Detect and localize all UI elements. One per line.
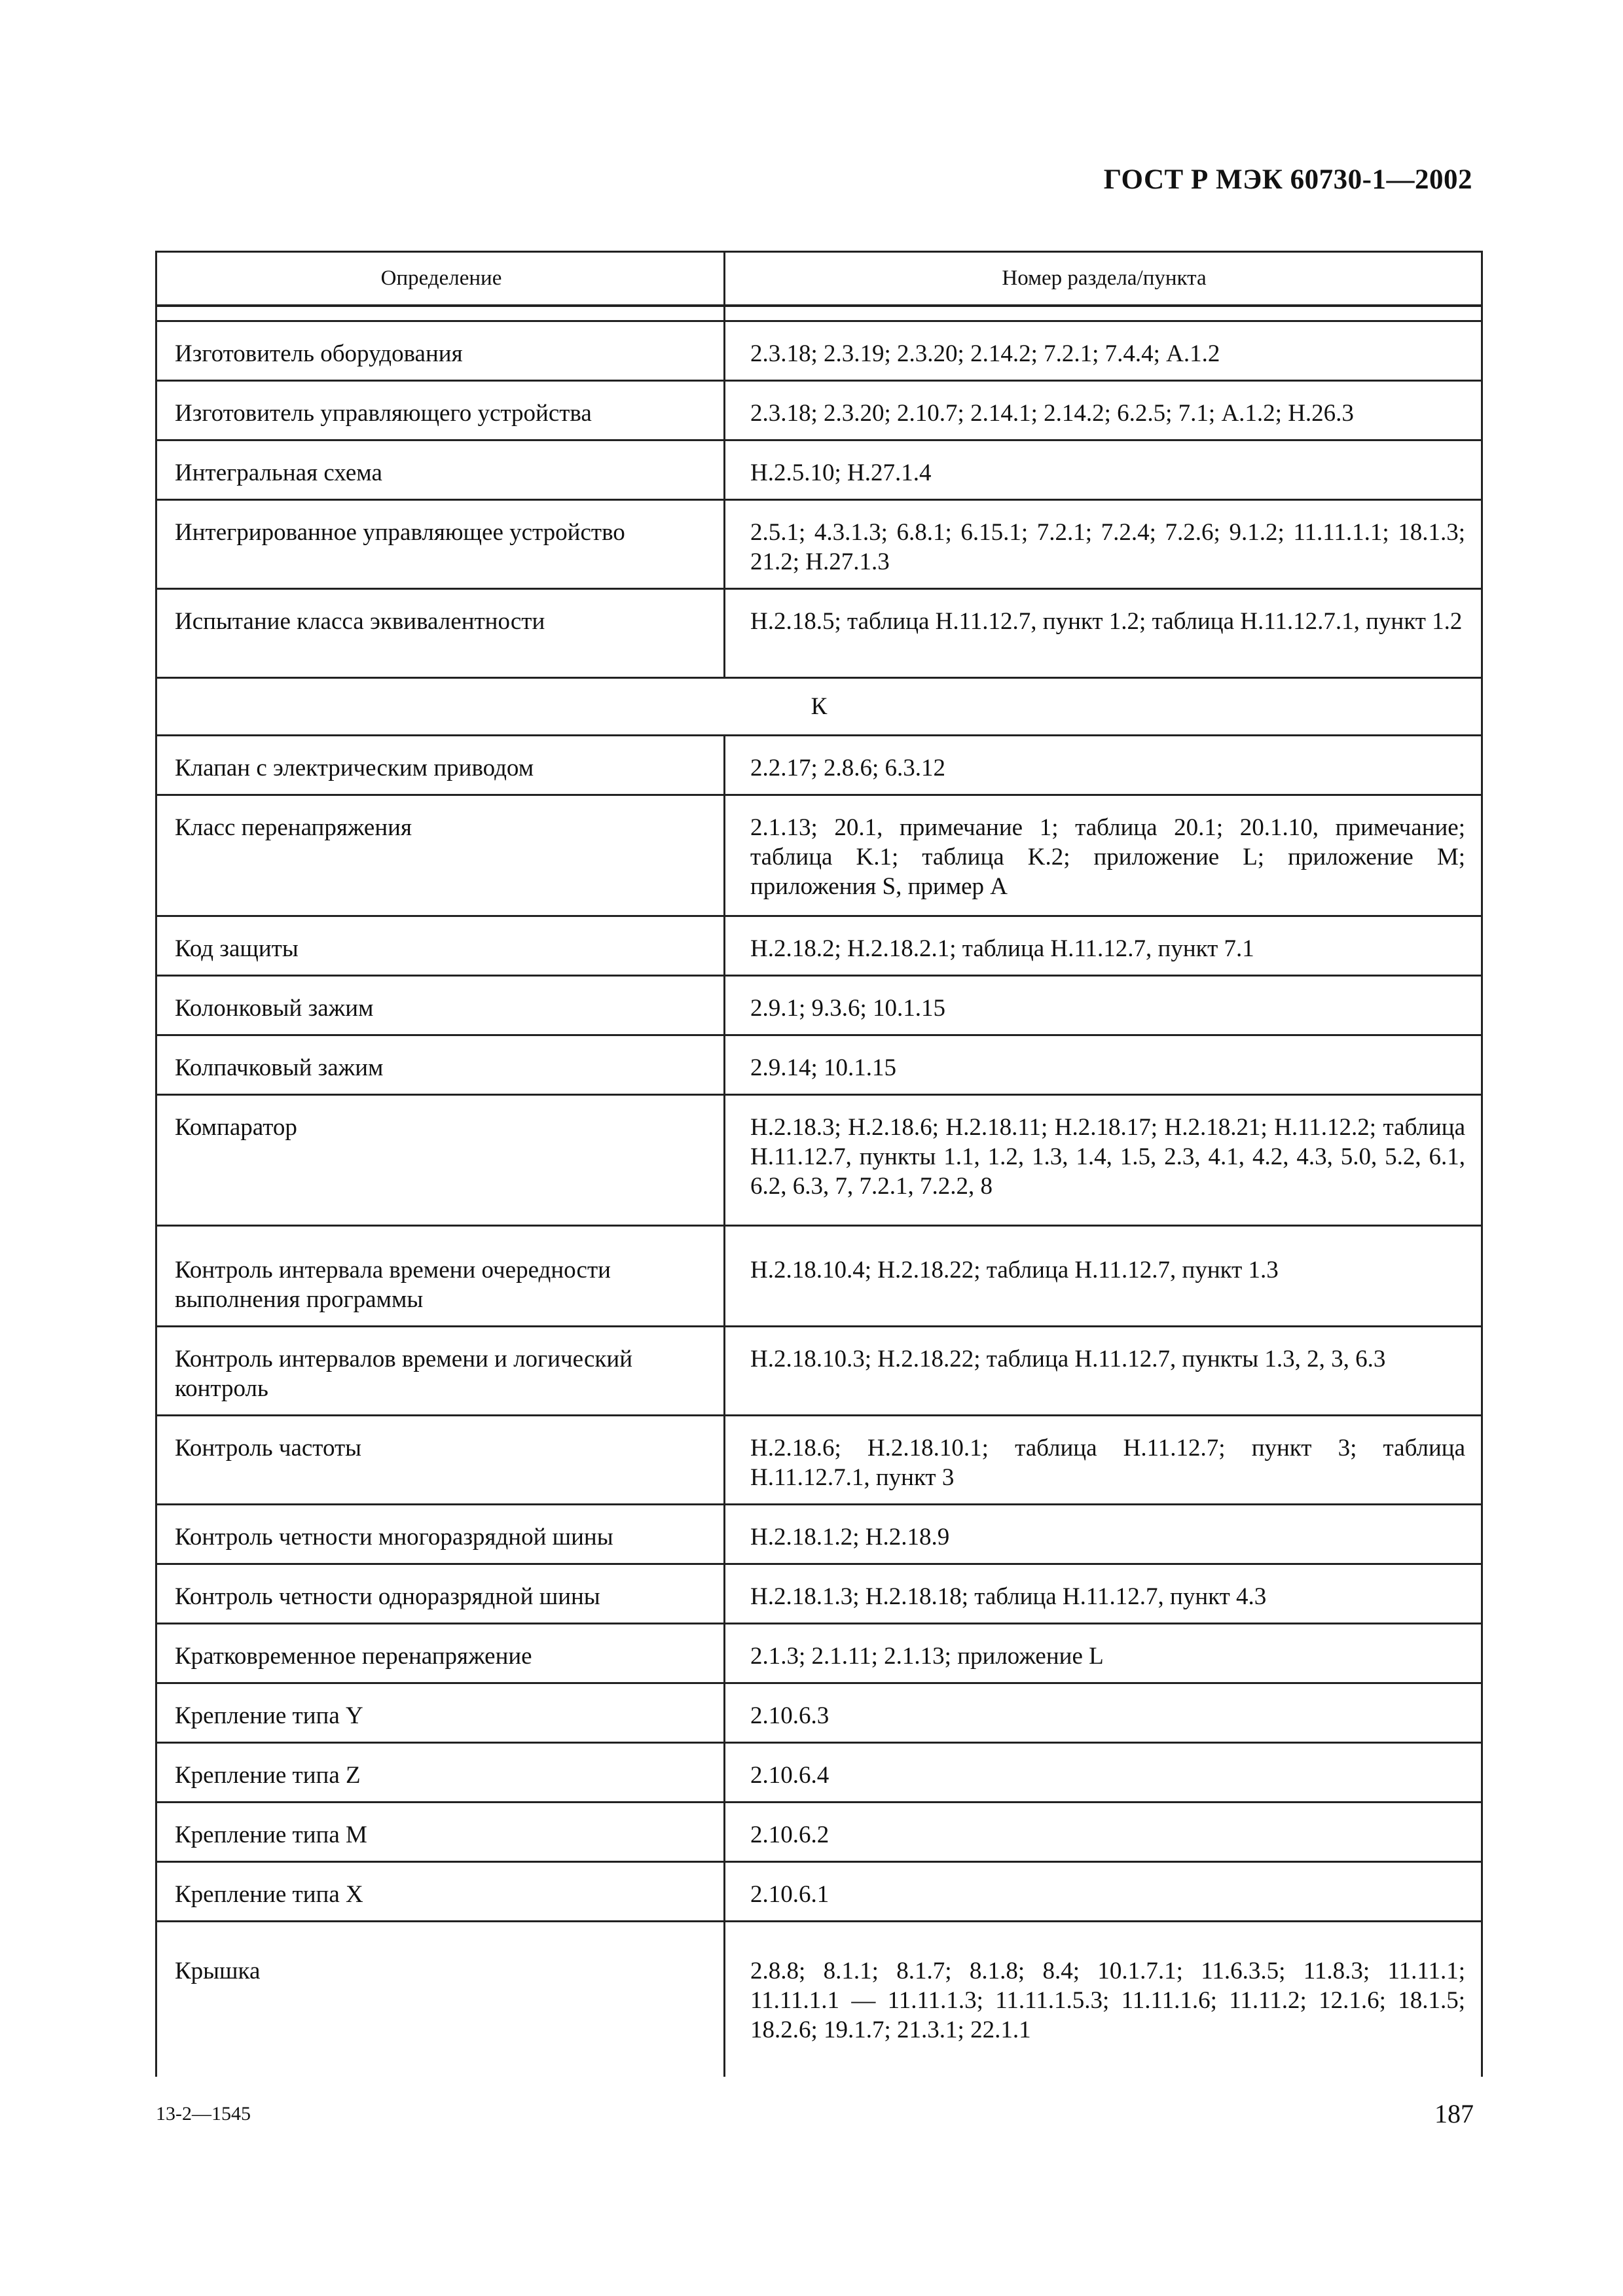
refs-cell: Н.2.18.10.4; Н.2.18.22; таблица Н.11.12.7, пункт 1.3 [725,1226,1482,1327]
refs-cell: 2.1.13; 20.1, примечание 1; таблица 20.1; 20.1.10, примечание; таблица K.1; таблица K.2; приложение L; приложение М; приложения S, пример А [725,795,1482,916]
table-row [156,736,1482,795]
table-row [156,1862,1482,1922]
term-cell: Компаратор [156,1095,725,1226]
table-row [156,589,1482,678]
column-header-section: Номер раздела/пункта [725,252,1482,306]
term-cell: Клапан с электрическим приводом [156,736,725,795]
table-row [156,1564,1482,1624]
table-row [156,795,1482,916]
table-row [156,976,1482,1035]
refs-cell: Н.2.18.10.3; Н.2.18.22; таблица Н.11.12.7, пункты 1.3, 2, 3, 6.3 [725,1327,1482,1416]
table-row [156,1922,1482,2077]
term-cell: Контроль интервала времени очередности выполнения программы [156,1226,725,1327]
document-header: ГОСТ Р МЭК 60730-1—2002 [1103,164,1472,195]
term-cell: Крепление типа Y [156,1683,725,1743]
document-code: 13-2—1545 [156,2103,251,2125]
refs-cell: 2.9.1; 9.3.6; 10.1.15 [725,976,1482,1035]
term-cell: Контроль частоты [156,1416,725,1505]
section-letter: К [156,678,1482,736]
table-header-row [156,252,1482,306]
refs-cell: Н.2.18.1.3; Н.2.18.18; таблица Н.11.12.7, пункт 4.3 [725,1564,1482,1624]
section-letter-row [156,678,1482,736]
index-table [155,251,1483,2077]
term-cell: Крышка [156,1922,725,2077]
table-row [156,1743,1482,1803]
header-spacer-row [156,306,1482,321]
table-row [156,1505,1482,1564]
term-cell: Изготовитель управляющего устройства [156,381,725,440]
term-cell: Интегрированное управляющее устройство [156,500,725,589]
refs-cell: Н.2.18.1.2; Н.2.18.9 [725,1505,1482,1564]
refs-cell: Н.2.18.6; Н.2.18.10.1; таблица Н.11.12.7; пункт 3; таблица Н.11.12.7.1, пункт 3 [725,1416,1482,1505]
refs-cell: 2.9.14; 10.1.15 [725,1035,1482,1095]
term-cell: Крепление типа М [156,1803,725,1862]
refs-cell: Н.2.18.3; Н.2.18.6; Н.2.18.11; Н.2.18.17; Н.2.18.21; Н.11.12.2; таблица Н.11.12.7, пункты 1.1, 1.2, 1.3, 1.4, 1.5, 2.3, 4.1, 4.2, 4.3, 5.0, 5.2, 6.1, 6.2, 6.3, 7, 7.2.1, 7.2.2, 8 [725,1095,1482,1226]
refs-cell: 2.1.3; 2.1.11; 2.1.13; приложение L [725,1624,1482,1683]
term-cell: Контроль интервалов времени и логический контроль [156,1327,725,1416]
refs-cell: 2.10.6.2 [725,1803,1482,1862]
refs-cell: Н.2.5.10; Н.27.1.4 [725,440,1482,500]
table-row [156,1327,1482,1416]
term-cell: Колпачковый зажим [156,1035,725,1095]
table-row [156,1416,1482,1505]
term-cell: Колонковый зажим [156,976,725,1035]
term-cell: Интегральная схема [156,440,725,500]
table-row [156,1683,1482,1743]
refs-cell: Н.2.18.5; таблица Н.11.12.7, пункт 1.2; таблица Н.11.12.7.1, пункт 1.2 [725,589,1482,678]
table-row [156,1803,1482,1862]
refs-cell: 2.2.17; 2.8.6; 6.3.12 [725,736,1482,795]
table-row [156,321,1482,381]
term-cell: Крепление типа Х [156,1862,725,1922]
table-row [156,440,1482,500]
refs-cell: 2.10.6.3 [725,1683,1482,1743]
refs-cell: 2.8.8; 8.1.1; 8.1.7; 8.1.8; 8.4; 10.1.7.1; 11.6.3.5; 11.8.3; 11.11.1; 11.11.1.1 — 11.11.1.3; 11.11.1.5.3; 11.11.1.6; 11.11.2; 12.1.6; 18.1.5; 18.2.6; 19.1.7; 21.3.1; 22.1.1 [725,1922,1482,2077]
table-row [156,1035,1482,1095]
term-cell: Изготовитель оборудования [156,321,725,381]
table-row [156,500,1482,589]
term-cell: Испытание класса эквивалентности [156,589,725,678]
page-number: 187 [1434,2099,1474,2128]
table-row [156,916,1482,976]
refs-cell: 2.10.6.4 [725,1743,1482,1803]
term-cell: Класс перенапряжения [156,795,725,916]
refs-cell: 2.10.6.1 [725,1862,1482,1922]
table-row [156,1624,1482,1683]
term-cell: Кратковременное перенапряжение [156,1624,725,1683]
table-row [156,1226,1482,1327]
term-cell: Контроль четности одноразрядной шины [156,1564,725,1624]
column-header-definition: Определение [156,252,725,306]
term-cell: Контроль четности многоразрядной шины [156,1505,725,1564]
table-body [156,321,1482,2077]
term-cell: Крепление типа Z [156,1743,725,1803]
refs-cell: Н.2.18.2; Н.2.18.2.1; таблица Н.11.12.7, пункт 7.1 [725,916,1482,976]
refs-cell: 2.3.18; 2.3.20; 2.10.7; 2.14.1; 2.14.2; 6.2.5; 7.1; А.1.2; Н.26.3 [725,381,1482,440]
term-cell: Код защиты [156,916,725,976]
refs-cell: 2.5.1; 4.3.1.3; 6.8.1; 6.15.1; 7.2.1; 7.2.4; 7.2.6; 9.1.2; 11.11.1.1; 18.1.3; 21.2; Н.27.1.3 [725,500,1482,589]
table-row [156,1095,1482,1226]
table-row [156,381,1482,440]
refs-cell: 2.3.18; 2.3.19; 2.3.20; 2.14.2; 7.2.1; 7.4.4; А.1.2 [725,321,1482,381]
